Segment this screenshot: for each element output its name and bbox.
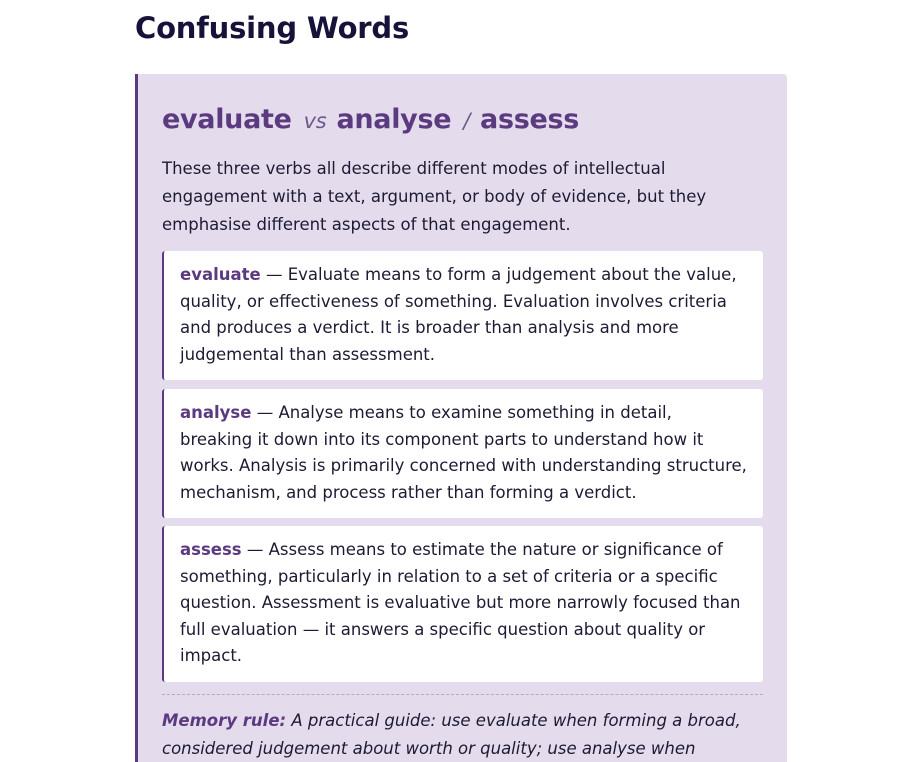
definition-term: evaluate xyxy=(180,265,261,284)
word-c: assess xyxy=(480,104,580,135)
definition-text: Analyse means to examine something in detail, breaking it down into its component parts to understand how it works. Analysis is primarily concerned with understanding structure, mechanism, and process rather than forming a verdict. xyxy=(180,403,747,502)
intro-paragraph: These three verbs all describe different modes of intellectual engagement with a text, argument, or body of evidence, but they emphasise different aspects of that engagement. xyxy=(162,159,707,234)
word-b: analyse xyxy=(336,104,452,135)
vs-label: vs xyxy=(303,109,327,133)
definition-term: assess xyxy=(180,540,242,559)
entry-heading xyxy=(162,104,579,135)
word-a: evaluate xyxy=(162,104,292,135)
definition-dash: — xyxy=(260,265,288,284)
definition-dash: — xyxy=(251,403,279,422)
definition-term: analyse xyxy=(180,403,252,422)
memory-rule-text: A practical guide: use evaluate when forming a broad, considered judgement about worth or quality; use analyse when xyxy=(162,711,741,758)
slash-separator: / xyxy=(463,109,471,133)
definition-assess xyxy=(162,526,763,682)
definition-evaluate xyxy=(162,251,763,380)
definition-dash: — xyxy=(241,540,269,559)
comparison-card xyxy=(135,74,787,762)
memory-rule-label: Memory rule: xyxy=(162,711,287,730)
page-title: Confusing Words xyxy=(135,11,410,45)
definition-text: Evaluate means to form a judgement about the value, quality, or effectiveness of something. Evaluation involves criteria and produces a verdict. It is broader than analysis and more judgemental than assessment. xyxy=(180,265,737,364)
definition-analyse xyxy=(162,389,763,518)
divider xyxy=(162,694,763,695)
definition-text: Assess means to estimate the nature or significance of something, particularly in relation to a set of criteria or a specific question. Assessment is evaluative but more narrowly focused than full evaluation — it answers a specific question about quality or impact. xyxy=(180,540,741,665)
memory-rule xyxy=(162,707,772,762)
